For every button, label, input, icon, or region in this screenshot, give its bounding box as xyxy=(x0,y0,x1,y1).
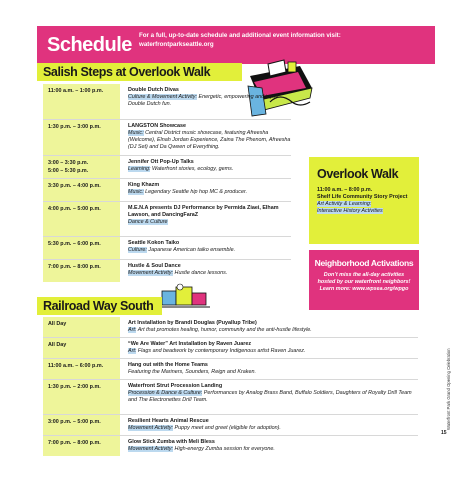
row-time: 11:00 a.m. – 1:00 p.m. xyxy=(43,84,120,119)
row-name: Glow Stick Zumba with Meli Bless xyxy=(128,439,215,445)
overlook-text: Interactive History Activities xyxy=(317,208,383,214)
page-number: 15 xyxy=(441,430,447,436)
overlook-tag: Art Activity & Learning: xyxy=(317,201,372,207)
overlook-name: Shelf Life Community Story Project xyxy=(317,194,408,200)
schedule-row xyxy=(43,120,291,156)
schedule-row xyxy=(43,415,418,436)
row-name: Double Dutch Divas xyxy=(128,87,179,93)
row-text: Waterfront stories, ecology, gems. xyxy=(150,166,234,172)
footer-vertical-text: Waterfront Park Grand Opening Celebration xyxy=(446,348,451,430)
schedule-row xyxy=(43,338,418,359)
row-time: All Day xyxy=(43,317,120,337)
row-name: “We Are Water” Art Installation by Raven Juarez xyxy=(128,341,252,347)
header-subtitle: For a full, up-to-date schedule and additional event information visit: waterfrontparkseattle.org xyxy=(139,32,341,48)
schedule-row xyxy=(43,156,291,179)
salish-schedule-list xyxy=(43,84,291,282)
railroad-illustration xyxy=(158,283,214,309)
row-time: 5:30 p.m. – 6:00 p.m. xyxy=(43,237,120,259)
row-tag: Culture: xyxy=(128,247,147,253)
section-railroad-title: Railroad Way South xyxy=(37,297,162,315)
row-tag: Movement Activity: xyxy=(128,425,174,431)
row-tag: Learning: xyxy=(128,166,151,172)
schedule-row xyxy=(43,260,291,282)
row-name: Resilient Hearts Animal Rescue xyxy=(128,418,209,424)
neighborhood-link[interactable]: Learn more: www.wpsea.org/wpgo xyxy=(319,286,409,292)
row-time: 1:30 p.m. – 2:00 p.m. xyxy=(43,380,120,414)
row-name: M.E.N.A presents DJ Performance by Permida Ziaei, Elham Lawson, and DancingFaraZ xyxy=(128,205,279,218)
neighborhood-title: Neighborhood Activations xyxy=(314,258,414,268)
neighborhood-text: Don’t miss the all-day activities hosted by our waterfront neighbors! xyxy=(317,272,411,285)
section-salish-title: Salish Steps at Overlook Walk xyxy=(37,63,242,81)
row-name: Seattle Kokon Taiko xyxy=(128,240,180,246)
row-time: 3:30 p.m. – 4:00 p.m. xyxy=(43,179,120,201)
row-tag: Music: xyxy=(128,189,144,195)
schedule-row xyxy=(43,359,418,380)
row-time: 11:00 a.m. – 6:00 p.m. xyxy=(43,359,120,379)
overlook-walk-box xyxy=(309,157,419,244)
neighborhood-activations-box xyxy=(309,250,419,310)
railroad-schedule-list xyxy=(43,317,418,456)
row-text: Puppy meet and greet (eligible for adoption). xyxy=(173,425,281,431)
row-tag: Movement Activity: xyxy=(128,270,174,276)
row-time: 1:30 p.m. – 3:00 p.m. xyxy=(43,120,120,155)
row-tag: Dance & Culture xyxy=(128,219,168,225)
row-text: Flags and beadwork by contemporary Indigenous artist Raven Juarez. xyxy=(136,348,306,354)
row-text: Japanese American taiko ensemble. xyxy=(146,247,236,253)
row-tag: Art: xyxy=(128,348,137,354)
row-name: Jennifer Ott Pop-Up Talks xyxy=(128,159,194,165)
row-tag: Procession & Dance & Culture: xyxy=(128,390,203,396)
row-tag: Art: xyxy=(128,327,137,333)
row-name: Waterfront Strut Procession Landing xyxy=(128,383,223,389)
schedule-row xyxy=(43,84,291,120)
row-text: Featuring the Mariners, Sounders, Reign and Kraken. xyxy=(128,369,256,375)
row-time: 7:00 p.m. – 8:00 p.m. xyxy=(43,436,120,456)
row-name: Art Installation by Brandi Douglas (Puyallup Tribe) xyxy=(128,320,257,326)
overlook-time: 11:00 a.m. – 8:00 p.m. xyxy=(317,187,373,193)
row-time: 3:00 p.m. – 5:00 p.m. xyxy=(43,415,120,435)
row-time: All Day xyxy=(43,338,120,358)
row-name: Hang out with the Home Teams xyxy=(128,362,208,368)
schedule-row xyxy=(43,237,291,260)
overlook-title: Overlook Walk xyxy=(317,167,399,181)
schedule-row xyxy=(43,317,418,338)
schedule-header xyxy=(37,26,435,64)
schedule-row xyxy=(43,179,291,202)
row-text: Central District music showcase, featuring Afreesha (Welcome), Elnah Jordan Experience, Zaina The Phenom, Afreesha (DJ Set) and Da Qween of Everything. xyxy=(128,130,291,150)
schedule-row xyxy=(43,202,291,237)
row-name: LANGSTON Showcase xyxy=(128,123,187,129)
row-text: Performances by Analog Brass Band, Buffalo Soldiers, Daughters of Royalty Drill Team and The Electronettes Drill Team. xyxy=(128,390,412,403)
page-title: Schedule xyxy=(47,34,132,56)
row-tag: Movement Activity: xyxy=(128,446,174,452)
row-text: High-energy Zumba session for everyone. xyxy=(173,446,275,452)
row-text: Legendary Seattle hip hop MC & producer. xyxy=(143,189,248,195)
row-tag: Music: xyxy=(128,130,144,136)
row-name: Hustle & Soul Dance xyxy=(128,263,181,269)
row-time: 7:00 p.m. – 8:00 p.m. xyxy=(43,260,120,282)
schedule-row xyxy=(43,436,418,456)
row-name: King Khazm xyxy=(128,182,160,188)
row-time: 4:00 p.m. – 5:00 p.m. xyxy=(43,202,120,236)
row-time: 3:00 – 3:30 p.m. 5:00 – 5:30 p.m. xyxy=(43,156,120,178)
row-text: Art that promotes healing, humor, community and the anti-hustle lifestyle. xyxy=(136,327,312,333)
row-text: Energetic, empowering and joyful Double Dutch fun. xyxy=(128,94,279,107)
schedule-row xyxy=(43,380,418,415)
row-text: Hustle dance lessons. xyxy=(173,270,228,276)
row-tag: Culture & Movement Activity: xyxy=(128,94,198,100)
